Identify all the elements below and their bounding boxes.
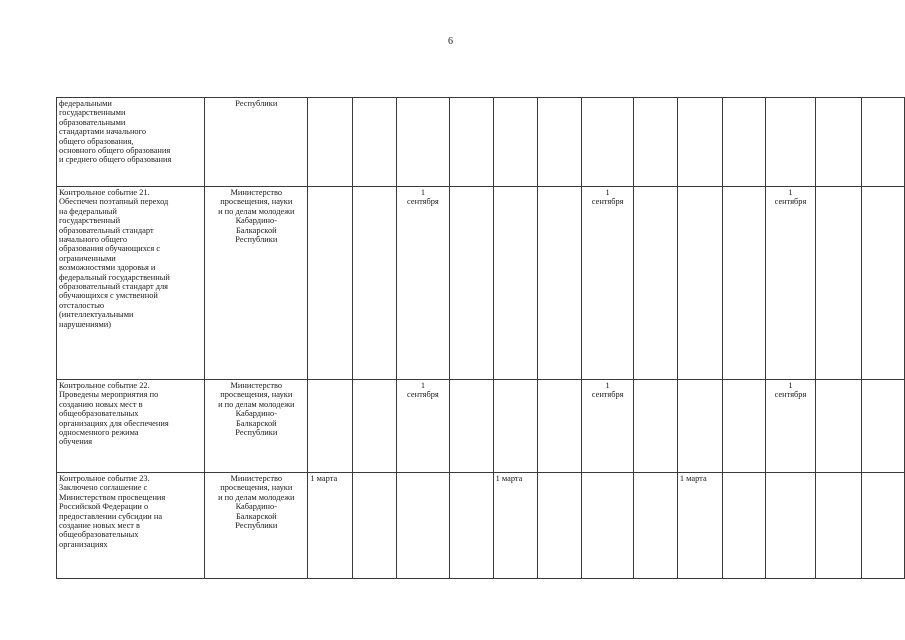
date-cell [634, 473, 678, 579]
date-cell [634, 187, 678, 380]
date-cell: 1 сентября [582, 380, 634, 473]
date-cell [862, 473, 905, 579]
date-cell [722, 380, 766, 473]
table-row [57, 473, 905, 579]
event-cell: Контрольное событие 21. Обеспечен поэтапный переход на федеральный государственный образовательный стандарт начального общего образования обучающихся с ограниченными возможностями здоровья и федеральный государственный образовательный стандарт для обучающихся с умственной отсталостью (интеллектуальными нарушениями) [57, 187, 205, 380]
date-cell [677, 380, 722, 473]
responsible-cell: Министерство просвещения, науки и по делам молодежи Кабардино- Балкарской Республики [205, 187, 308, 380]
date-cell [862, 380, 905, 473]
responsible-cell: Республики [205, 98, 308, 187]
date-cell [538, 98, 582, 187]
date-cell [396, 98, 449, 187]
date-cell [722, 473, 766, 579]
date-cell [493, 187, 538, 380]
date-cell: 1 сентября [396, 187, 449, 380]
date-cell [634, 98, 678, 187]
date-cell [862, 98, 905, 187]
date-cell [396, 473, 449, 579]
date-cell [308, 380, 353, 473]
date-cell: 1 сентября [766, 187, 815, 380]
date-cell [815, 380, 862, 473]
event-cell: федеральными государственными образовательными стандартами начального общего образования, основного общего образования и среднего общего образования [57, 98, 205, 187]
date-cell [677, 187, 722, 380]
date-cell: 1 марта [493, 473, 538, 579]
date-cell [766, 98, 815, 187]
date-cell [353, 187, 397, 380]
plan-table [56, 97, 905, 579]
date-cell [722, 187, 766, 380]
page-number: 6 [448, 36, 453, 47]
date-cell: 1 сентября [396, 380, 449, 473]
date-cell [493, 98, 538, 187]
date-cell [493, 380, 538, 473]
date-cell [634, 380, 678, 473]
date-cell: 1 марта [677, 473, 722, 579]
date-cell [353, 380, 397, 473]
responsible-cell: Министерство просвещения, науки и по делам молодежи Кабардино- Балкарской Республики [205, 380, 308, 473]
date-cell: 1 сентября [766, 380, 815, 473]
date-cell [815, 187, 862, 380]
date-cell [766, 473, 815, 579]
date-cell [677, 98, 722, 187]
responsible-cell: Министерство просвещения, науки и по делам молодежи Кабардино- Балкарской Республики [205, 473, 308, 579]
date-cell [353, 98, 397, 187]
table-row [57, 187, 905, 380]
date-cell [353, 473, 397, 579]
date-cell [308, 187, 353, 380]
date-cell [722, 98, 766, 187]
date-cell [582, 473, 634, 579]
event-cell: Контрольное событие 23. Заключено соглашение с Министерством просвещения Российской Федерации о предоставлении субсидии на создание новых мест в общеобразовательных организациях [57, 473, 205, 579]
date-cell [582, 98, 634, 187]
date-cell [449, 98, 493, 187]
date-cell [449, 473, 493, 579]
date-cell [862, 187, 905, 380]
event-cell: Контрольное событие 22. Проведены мероприятия по созданию новых мест в общеобразовательных организациях для обеспечения односменного режима обучения [57, 380, 205, 473]
date-cell [308, 98, 353, 187]
date-cell [449, 187, 493, 380]
date-cell [538, 473, 582, 579]
date-cell [449, 380, 493, 473]
table-row [57, 98, 905, 187]
date-cell: 1 сентября [582, 187, 634, 380]
date-cell [815, 98, 862, 187]
date-cell [538, 380, 582, 473]
date-cell [815, 473, 862, 579]
date-cell [538, 187, 582, 380]
table-row [57, 380, 905, 473]
date-cell: 1 марта [308, 473, 353, 579]
